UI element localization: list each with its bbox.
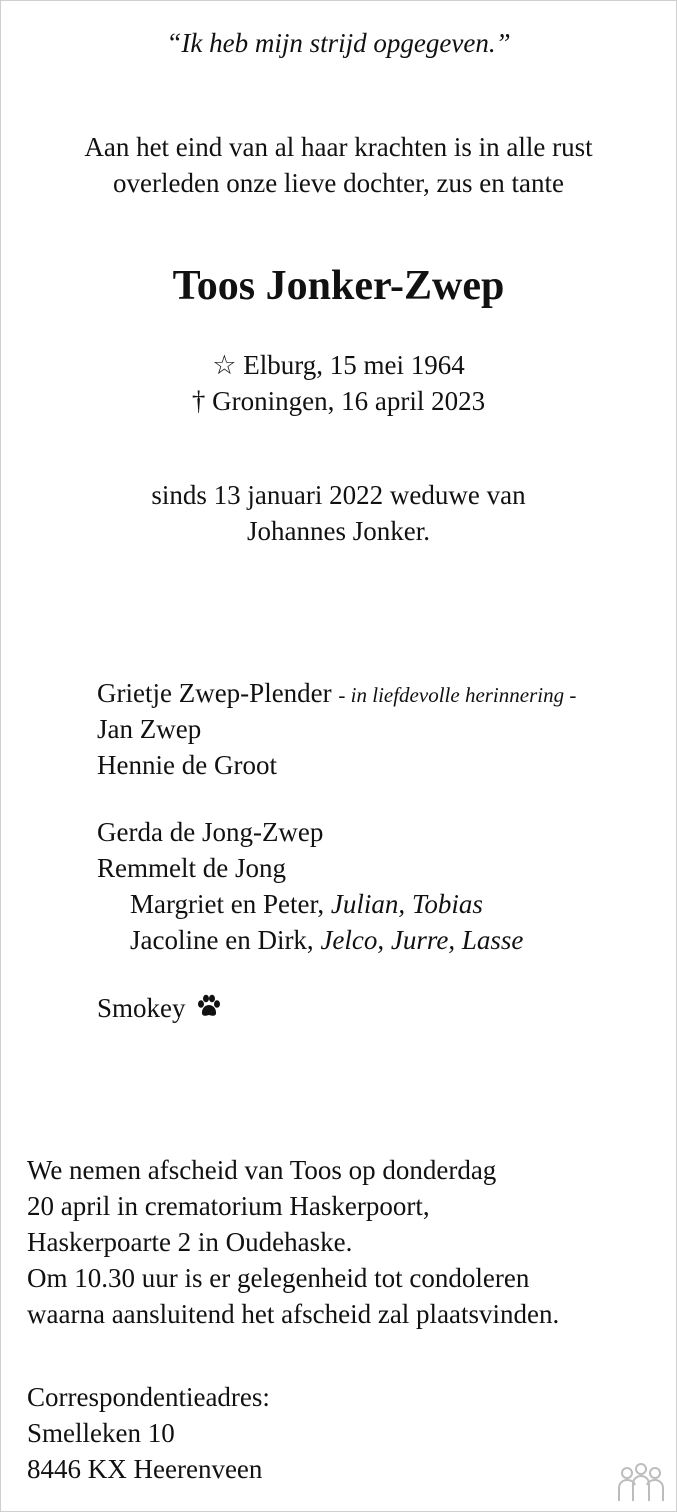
funeral-line: waarna aansluitend het afscheid zal plaatsvinden. <box>27 1299 560 1329</box>
funeral-details <box>27 1152 559 1332</box>
family-member: Remmelt de Jong <box>97 853 286 883</box>
family-list <box>97 675 576 1026</box>
intro-text <box>1 129 676 201</box>
funeral-line: Om 10.30 uur is er gelegenheid tot condoleren <box>27 1263 530 1293</box>
widow-line: Johannes Jonker. <box>247 516 430 546</box>
family-member-name: Margriet en Peter, <box>130 889 331 919</box>
correspondence-address <box>27 1379 270 1487</box>
deceased-name: Toos Jonker-Zwep <box>172 263 505 309</box>
family-children: Julian, Tobias <box>330 889 483 919</box>
address-city: 8446 KX Heerenveen <box>27 1454 263 1484</box>
family-member-name: Jacoline en Dirk, <box>130 925 321 955</box>
birth-date: ☆ Elburg, 15 mei 1964 <box>212 350 465 380</box>
address-street: Smelleken 10 <box>27 1418 175 1448</box>
death-date: † Groningen, 16 april 2023 <box>191 386 486 416</box>
widow-text <box>1 477 676 549</box>
family-member-pet <box>97 990 576 1026</box>
family-member: Jan Zwep <box>97 714 202 744</box>
family-member-name: Grietje Zwep-Plender <box>97 678 332 708</box>
people-group-icon <box>616 1461 666 1505</box>
family-member: Gerda de Jong-Zwep <box>97 817 324 847</box>
family-member <box>97 886 576 922</box>
funeral-line: 20 april in crematorium Haskerpoort, <box>27 1191 430 1221</box>
family-member <box>97 675 576 711</box>
intro-line: Aan het eind van al haar krachten is in alle rust <box>84 132 593 162</box>
widow-line: sinds 13 januari 2022 weduwe van <box>151 480 526 510</box>
intro-line: overleden onze lieve dochter, zus en tante <box>113 168 564 198</box>
address-label: Correspondentieadres: <box>27 1382 270 1412</box>
pet-name: Smokey <box>97 993 186 1023</box>
memorial-note: - in liefdevolle herinnering - <box>338 683 577 707</box>
family-member <box>97 922 576 958</box>
family-children: Jelco, Jurre, Lasse <box>320 925 524 955</box>
funeral-line: We nemen afscheid van Toos op donderdag <box>27 1155 497 1185</box>
quote: “Ik heb mijn strijd opgegeven.” <box>166 28 511 58</box>
funeral-line: Haskerpoarte 2 in Oudehaske. <box>27 1227 353 1257</box>
paw-icon <box>196 993 222 1019</box>
dates <box>1 347 676 419</box>
family-member: Hennie de Groot <box>97 750 277 780</box>
